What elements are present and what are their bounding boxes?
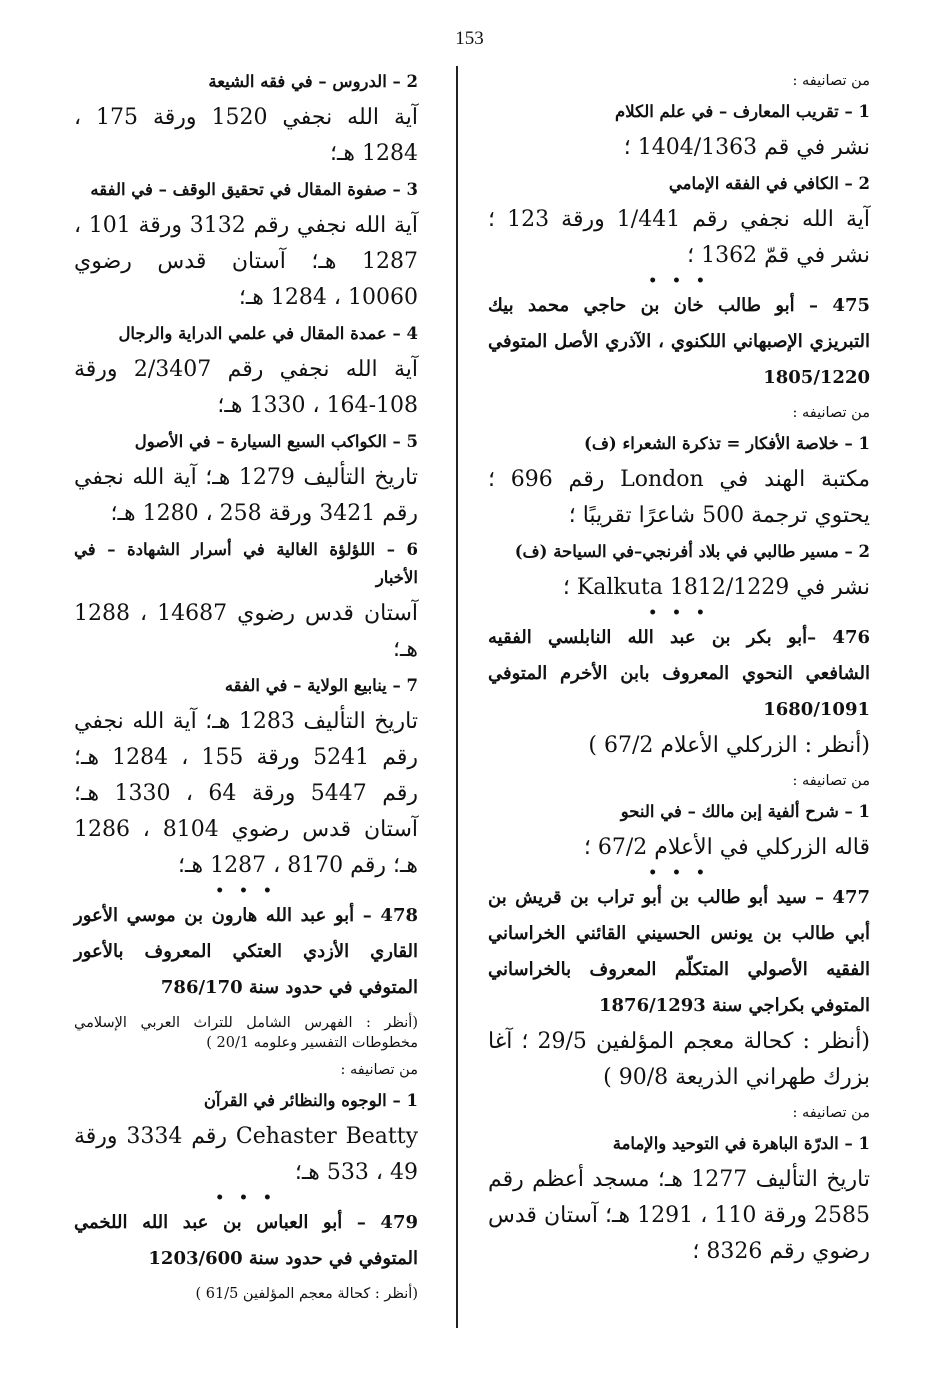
right-entry-line: 477 – سيد أبو طالب بن أبو تراب بن قريش بن أبي طالب بن يونس الحسيني القائني الخراساني الفقيه الأصولي المتكلّم المعروف بالخراساني المتوفي بكراجي سنة 1876/1293: [488, 887, 870, 1016]
left-big-line: آية الله نجفي رقم 2/3407 ورقة 108-164 ، 1330 هـ؛: [74, 357, 418, 418]
left-head-line: 4 – عمدة المقال في علمي الدراية والرجال: [118, 324, 418, 343]
left-sep-line: • • •: [215, 1190, 277, 1206]
right-entry-line: 475 – أبو طالب خان بن حاجي محمد بيك التبريزي الإصبهاني اللكنوي ، الآذري الأصل المتوفي 1805/1220: [488, 295, 870, 388]
right-big-line: قاله الزركلي في الأعلام 67/2 ؛: [583, 835, 870, 860]
right-big-line: آية الله نجفي رقم 1/441 ورقة 123 ؛ نشر في قمّ 1362 ؛: [488, 207, 871, 268]
right-small-line: من تصانيفه :: [792, 773, 870, 789]
right-sep-line: • • •: [648, 273, 710, 289]
right-big-line: مكتبة الهند في London رقم 696 ؛ يحتوي ترجمة 500 شاعرًا تقريبًا ؛: [488, 467, 870, 528]
right-big-line: (أنظر : كحالة معجم المؤلفين 29/5 ؛ آغا بزرك طهراني الذريعة 90/8 ): [488, 1029, 870, 1090]
left-big-line: آية الله نجفي رقم 3132 ورقة 101 ، 1287 هـ؛ آستان قدس رضوي 10060 ، 1284 هـ؛: [74, 213, 419, 310]
left-entry-line: 478 – أبو عبد الله هارون بن موسي الأعور القاري الأزدي العتكي المعروف بالأعور المتوفي في حدود سنة 786/170: [74, 905, 418, 998]
left-head-line: 2 – الدروس – في فقه الشيعة: [208, 72, 418, 91]
right-small-line: من تصانيفه :: [792, 73, 870, 89]
left-head-line: 7 – ينابيع الولاية – في الفقه: [224, 676, 418, 695]
left-big-line: تاريخ التأليف 1279 هـ؛ آية الله نجفي رقم 3421 ورقة 258 ، 1280 هـ؛: [74, 465, 418, 526]
right-column: [488, 64, 870, 1270]
page-number: 153: [455, 28, 484, 49]
right-big-line: (أنظر : الزركلي الأعلام 67/2 ): [588, 733, 870, 758]
right-big-line: تاريخ التأليف 1277 هـ؛ مسجد أعظم رقم 2585 ورقة 110 ، 1291 هـ؛ آستان قدس رضوي رقم 8326 ؛: [488, 1167, 871, 1264]
right-entry-line: 476 –أبو بكر بن عبد الله النابلسي الفقيه الشافعي النحوي المعروف بابن الأخرم المتوفي 1680/1091: [488, 627, 870, 720]
right-sep-line: • • •: [648, 605, 710, 621]
right-head-line: 1 – خلاصة الأفكار = تذكرة الشعراء (ف): [584, 434, 870, 453]
right-head-line: 1 – الدرّة الباهرة في التوحيد والإمامة: [612, 1134, 870, 1153]
right-head-line: 2 – مسير طالبي في بلاد أفرنجي–في السياحة (ف): [514, 542, 870, 561]
left-big-line: Cehaster Beatty رقم 3334 ورقة 49 ، 533 هـ؛: [74, 1124, 418, 1185]
left-big-line: آستان قدس رضوي 14687 ، 1288 هـ؛: [74, 601, 418, 662]
left-small-line: (أنظر : الفهرس الشامل للتراث العربي الإسلامي مخطوطات التفسير وعلومه 20/1 ): [74, 1015, 418, 1051]
right-small-line: من تصانيفه :: [792, 405, 870, 421]
left-column: [74, 64, 418, 1311]
right-big-line: نشر في قم 1404/1363 ؛: [623, 135, 870, 160]
right-head-line: 1 – تقريب المعارف – في علم الكلام: [615, 102, 870, 121]
right-small-line: من تصانيفه :: [792, 1105, 870, 1121]
left-sep-line: • • •: [215, 883, 277, 899]
left-head-line: 6 – اللؤلؤة الغالية في أسرار الشهادة – في الأخبار: [74, 540, 418, 587]
left-head-line: 5 – الكواكب السبع السيارة – في الأصول: [134, 432, 418, 451]
column-divider: [456, 66, 458, 1328]
left-head-line: 1 – الوجوه والنظائر في القرآن: [203, 1091, 418, 1110]
left-small-line: (أنظر : كحالة معجم المؤلفين 61/5 ): [195, 1286, 418, 1302]
left-big-line: آية الله نجفي 1520 ورقة 175 ، 1284 هـ؛: [74, 105, 419, 166]
right-sep-line: • • •: [648, 865, 710, 881]
right-head-line: 1 – شرح ألفية إبن مالك – في النحو: [620, 802, 870, 821]
left-head-line: 3 – صفوة المقال في تحقيق الوقف – في الفقه: [90, 180, 418, 199]
left-small-line: من تصانيفه :: [340, 1062, 418, 1078]
right-head-line: 2 – الكافي في الفقه الإمامي: [668, 174, 870, 193]
left-big-line: تاريخ التأليف 1283 هـ؛ آية الله نجفي رقم 5241 ورقة 155 ، 1284 هـ؛ رقم 5447 ورقة 64 ، 1330 هـ؛ آستان قدس رضوي 8104 ، 1286 هـ؛ رقم 8170 ، 1287 هـ؛: [74, 709, 418, 878]
right-big-line: نشر في 1812/1229 Kalkuta ؛: [562, 575, 870, 600]
left-entry-line: 479 – أبو العباس بن عبد الله اللخمي المتوفي في حدود سنة 1203/600: [74, 1212, 418, 1269]
